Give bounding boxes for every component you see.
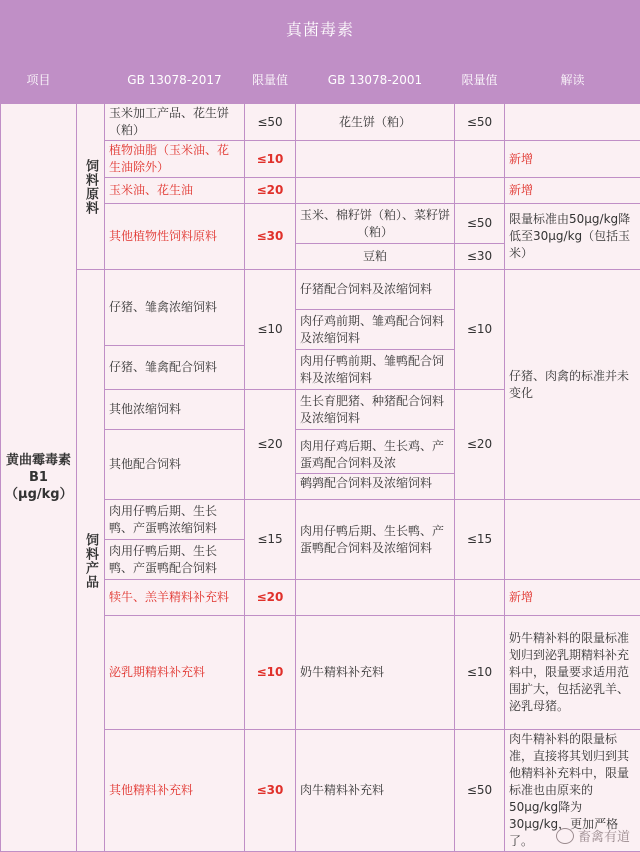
old-limit: ≤50 (455, 204, 505, 244)
old-item: 生长育肥猪、种猪配合饲料及浓缩饲料 (296, 390, 455, 430)
header-row (1, 57, 640, 104)
note: 新增 (505, 178, 640, 204)
new-item: 犊牛、羔羊精料补充料 (105, 580, 245, 616)
old-limit: ≤10 (455, 270, 505, 390)
new-limit: ≤15 (245, 500, 296, 580)
old-limit (455, 141, 505, 178)
new-limit: ≤20 (245, 390, 296, 500)
old-limit: ≤15 (455, 500, 505, 580)
new-item: 玉米加工产品、花生饼（粕） (105, 104, 245, 141)
old-item (296, 580, 455, 616)
new-limit: ≤30 (245, 730, 296, 852)
new-limit: ≤10 (245, 616, 296, 730)
wechat-icon (556, 828, 574, 844)
old-item: 肉用仔鸭前期、雏鸭配合饲料及浓缩饲料 (296, 350, 455, 390)
new-limit: ≤10 (245, 270, 296, 390)
note (505, 500, 640, 580)
old-item: 奶牛精料补充料 (296, 616, 455, 730)
item-name: 黄曲霉毒素B1（μg/kg） (1, 104, 77, 852)
new-item: 泌乳期精料补充料 (105, 616, 245, 730)
old-limit: ≤10 (455, 616, 505, 730)
new-item: 植物油脂（玉米油、花生油除外） (105, 141, 245, 178)
header-limit-new: 限量值 (245, 57, 296, 104)
old-limit: ≤50 (455, 104, 505, 141)
table-row (1, 270, 640, 310)
note: 新增 (505, 141, 640, 178)
new-item: 肉用仔鸭后期、生长鸭、产蛋鸭配合饲料 (105, 540, 245, 580)
new-limit: ≤50 (245, 104, 296, 141)
note: 新增 (505, 580, 640, 616)
note: 限量标准由50μg/kg降低至30μg/kg（包括玉米） (505, 204, 640, 270)
mycotoxin-table (0, 56, 640, 852)
new-item: 其他精料补充料 (105, 730, 245, 852)
header-std2017: GB 13078-2017 (105, 57, 245, 104)
old-item: 肉用仔鸡后期、生长鸡、产蛋鸡配合饲料及浓 (296, 437, 454, 474)
note: 奶牛精补料的限量标准划归到泌乳期精料补充料中，限量要求适用范围扩大，包括泌乳羊、泌乳母猪。 (505, 616, 640, 730)
new-limit: ≤20 (245, 178, 296, 204)
note: 仔猪、肉禽的标准并未变化 (505, 270, 640, 500)
old-item (296, 178, 455, 204)
note (505, 104, 640, 141)
old-item: 仔猪配合饲料及浓缩饲料 (296, 270, 455, 310)
header-spacer (77, 57, 105, 104)
old-item: 花生饼（粕） (296, 104, 455, 141)
old-limit: ≤50 (455, 730, 505, 852)
new-item: 其他浓缩饲料 (105, 390, 245, 430)
group-products: 饲料产品 (77, 270, 105, 852)
old-item-stack (296, 430, 455, 500)
watermark-text: 畜禽有道 (578, 826, 630, 845)
old-item: 肉仔鸡前期、雏鸡配合饲料及浓缩饲料 (296, 310, 455, 350)
new-item: 肉用仔鸭后期、生长鸭、产蛋鸭浓缩饲料 (105, 500, 245, 540)
old-limit (455, 178, 505, 204)
new-item: 其他植物性饲料原料 (105, 204, 245, 270)
old-limit: ≤30 (455, 244, 505, 270)
new-limit: ≤20 (245, 580, 296, 616)
header-limit-old: 限量值 (455, 57, 505, 104)
note: 肉牛精补料的限量标准，直接将其划归到其他精料补充料中，限量标准也由原来的50μg/kg降为30μg/kg，更加严格了。 (505, 730, 640, 852)
old-item: 玉米、棉籽饼（粕）、菜籽饼（粕） (296, 204, 455, 244)
watermark (556, 826, 630, 845)
old-item: 鹌鹑配合饲料及浓缩饲料 (296, 474, 454, 493)
new-item: 其他配合饲料 (105, 430, 245, 500)
table-row (1, 104, 640, 141)
header-item: 项目 (1, 57, 77, 104)
group-raw: 饲料原料 (77, 104, 105, 270)
new-item: 仔猪、雏禽配合饲料 (105, 346, 245, 390)
old-limit (455, 580, 505, 616)
old-item: 肉牛精料补充料 (296, 730, 455, 852)
table-title: 真菌毒素 (0, 0, 640, 56)
new-limit: ≤10 (245, 141, 296, 178)
new-item: 仔猪、雏禽浓缩饲料 (105, 270, 245, 346)
old-item (296, 141, 455, 178)
header-note: 解读 (505, 57, 640, 104)
new-limit: ≤30 (245, 204, 296, 270)
header-std2001: GB 13078-2001 (296, 57, 455, 104)
old-item: 肉用仔鸭后期、生长鸭、产蛋鸭配合饲料及浓缩饲料 (296, 500, 455, 580)
new-item: 玉米油、花生油 (105, 178, 245, 204)
old-item: 豆粕 (296, 244, 455, 270)
old-limit: ≤20 (455, 390, 505, 500)
